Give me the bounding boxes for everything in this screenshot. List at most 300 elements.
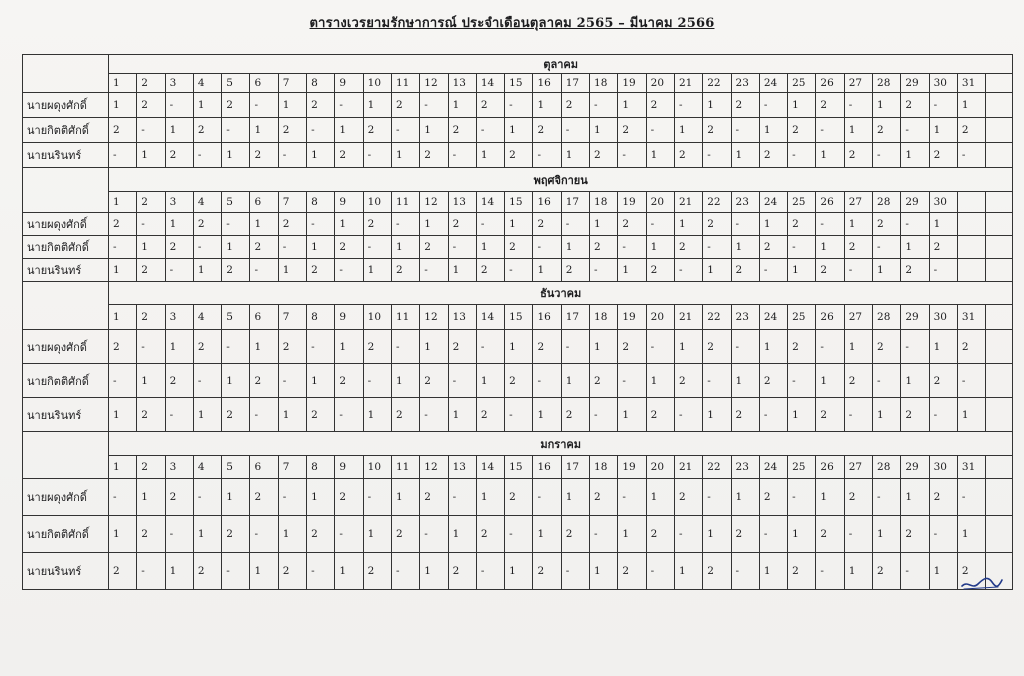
shift-cell: - xyxy=(391,330,419,364)
shift-cell: 1 xyxy=(420,118,448,143)
schedule-row xyxy=(23,143,1013,168)
day-number: 14 xyxy=(476,456,504,479)
duty-schedule-table xyxy=(22,54,1013,590)
day-number: 21 xyxy=(674,74,702,93)
shift-cell: 2 xyxy=(278,118,306,143)
shift-cell: 1 xyxy=(674,213,702,236)
shift-cell: - xyxy=(250,516,278,553)
shift-cell: 2 xyxy=(307,93,335,118)
shift-cell: - xyxy=(646,330,674,364)
day-number: 26 xyxy=(816,305,844,330)
shift-cell: - xyxy=(844,398,872,432)
shift-cell: 1 xyxy=(476,364,504,398)
shift-cell: 2 xyxy=(731,93,759,118)
shift-cell: 2 xyxy=(873,553,901,590)
day-number: 16 xyxy=(533,74,561,93)
shift-cell: - xyxy=(788,479,816,516)
day-number: 18 xyxy=(590,74,618,93)
shift-cell: - xyxy=(901,330,929,364)
shift-cell: 1 xyxy=(250,213,278,236)
day-number: 4 xyxy=(193,192,221,213)
shift-cell: 1 xyxy=(590,118,618,143)
day-number: 30 xyxy=(929,192,957,213)
day-number: 29 xyxy=(901,192,929,213)
person-name: นายกิตติศักดิ์ xyxy=(23,118,109,143)
shift-cell: - xyxy=(901,213,929,236)
day-number: 5 xyxy=(222,305,250,330)
shift-cell: 2 xyxy=(957,118,985,143)
person-name: นายกิตติศักดิ์ xyxy=(23,236,109,259)
day-number: 27 xyxy=(844,305,872,330)
trailing-blank-cell xyxy=(986,456,1013,479)
trailing-blank-cell xyxy=(986,213,1013,236)
shift-cell: 2 xyxy=(844,364,872,398)
day-number: 3 xyxy=(165,305,193,330)
shift-cell: - xyxy=(788,236,816,259)
shift-cell: 2 xyxy=(420,364,448,398)
shift-cell: 2 xyxy=(590,479,618,516)
shift-cell: 1 xyxy=(109,93,137,118)
shift-cell: - xyxy=(363,143,391,168)
shift-cell: 2 xyxy=(646,516,674,553)
name-header-blank xyxy=(23,432,109,479)
shift-cell: - xyxy=(391,118,419,143)
shift-cell: 2 xyxy=(193,553,221,590)
shift-cell: 2 xyxy=(165,236,193,259)
shift-cell: - xyxy=(646,118,674,143)
shift-cell: 1 xyxy=(193,398,221,432)
shift-cell: - xyxy=(731,330,759,364)
shift-cell: 1 xyxy=(476,236,504,259)
schedule-row xyxy=(23,93,1013,118)
shift-cell: 2 xyxy=(788,553,816,590)
day-number: 14 xyxy=(476,305,504,330)
shift-cell: 2 xyxy=(561,516,589,553)
trailing-blank-cell xyxy=(986,516,1013,553)
shift-cell: - xyxy=(929,516,957,553)
schedule-row xyxy=(23,516,1013,553)
shift-cell: - xyxy=(929,259,957,282)
day-number: 28 xyxy=(873,74,901,93)
shift-cell: 2 xyxy=(391,93,419,118)
shift-cell: 1 xyxy=(533,259,561,282)
shift-cell: 2 xyxy=(222,259,250,282)
day-number-row xyxy=(23,192,1013,213)
shift-cell: 2 xyxy=(759,479,787,516)
day-number: 30 xyxy=(929,456,957,479)
schedule-row xyxy=(23,330,1013,364)
shift-cell: 1 xyxy=(476,479,504,516)
handwritten-signature xyxy=(958,568,1006,594)
shift-cell: 1 xyxy=(844,553,872,590)
shift-cell: - xyxy=(335,93,363,118)
shift-cell: 2 xyxy=(929,236,957,259)
shift-cell: - xyxy=(193,479,221,516)
shift-cell: - xyxy=(109,364,137,398)
shift-cell: 1 xyxy=(590,330,618,364)
shift-cell: 1 xyxy=(278,93,306,118)
shift-cell: 2 xyxy=(929,364,957,398)
day-number: 16 xyxy=(533,192,561,213)
shift-cell: 1 xyxy=(901,236,929,259)
day-number: 16 xyxy=(533,305,561,330)
shift-cell: 2 xyxy=(901,259,929,282)
day-number: 14 xyxy=(476,74,504,93)
shift-cell: 1 xyxy=(222,479,250,516)
shift-cell: 2 xyxy=(646,398,674,432)
name-header-blank xyxy=(23,282,109,330)
shift-cell: - xyxy=(873,236,901,259)
day-number: 29 xyxy=(901,456,929,479)
shift-cell: - xyxy=(109,143,137,168)
shift-cell xyxy=(957,213,985,236)
shift-cell: - xyxy=(335,516,363,553)
month-name: มกราคม xyxy=(109,432,1013,456)
shift-cell: 2 xyxy=(250,236,278,259)
shift-cell: 1 xyxy=(674,330,702,364)
day-number: 10 xyxy=(363,192,391,213)
shift-cell: 2 xyxy=(278,553,306,590)
shift-cell: 2 xyxy=(618,118,646,143)
person-name: นายผดุงศักดิ์ xyxy=(23,330,109,364)
shift-cell: - xyxy=(476,553,504,590)
shift-cell: 1 xyxy=(165,118,193,143)
shift-cell: - xyxy=(618,479,646,516)
day-number: 9 xyxy=(335,305,363,330)
shift-cell: 1 xyxy=(844,213,872,236)
shift-cell: 2 xyxy=(590,143,618,168)
shift-cell: - xyxy=(278,236,306,259)
shift-cell: 1 xyxy=(278,516,306,553)
shift-cell: 2 xyxy=(109,330,137,364)
shift-cell: 2 xyxy=(703,553,731,590)
day-number: 29 xyxy=(901,305,929,330)
shift-cell: 2 xyxy=(533,213,561,236)
month-name: พฤศจิกายน xyxy=(109,168,1013,192)
day-number: 24 xyxy=(759,192,787,213)
shift-cell: 2 xyxy=(816,93,844,118)
schedule-row xyxy=(23,236,1013,259)
trailing-blank-cell xyxy=(986,479,1013,516)
document-title: ตารางเวรยามรักษาการณ์ ประจำเดือนตุลาคม 2565 – มีนาคม 2566 xyxy=(309,16,715,31)
shift-cell: - xyxy=(901,118,929,143)
shift-cell: - xyxy=(363,236,391,259)
shift-cell: 1 xyxy=(901,143,929,168)
shift-cell: - xyxy=(448,479,476,516)
day-number: 28 xyxy=(873,305,901,330)
shift-cell: 1 xyxy=(193,259,221,282)
shift-cell: 2 xyxy=(250,143,278,168)
day-number: 8 xyxy=(307,456,335,479)
person-name: นายนรินทร์ xyxy=(23,553,109,590)
shift-cell: 1 xyxy=(278,398,306,432)
shift-cell: - xyxy=(957,364,985,398)
schedule-row xyxy=(23,259,1013,282)
day-number: 1 xyxy=(109,456,137,479)
day-number: 21 xyxy=(674,305,702,330)
shift-cell: 1 xyxy=(759,213,787,236)
shift-cell: 1 xyxy=(901,364,929,398)
shift-cell: - xyxy=(618,236,646,259)
day-number: 10 xyxy=(363,74,391,93)
shift-cell: - xyxy=(759,398,787,432)
shift-cell: 1 xyxy=(137,479,165,516)
shift-cell: - xyxy=(759,259,787,282)
shift-cell: 1 xyxy=(590,553,618,590)
day-number: 23 xyxy=(731,305,759,330)
shift-cell: - xyxy=(165,398,193,432)
day-number: 25 xyxy=(788,456,816,479)
shift-cell: 2 xyxy=(448,118,476,143)
shift-cell: 1 xyxy=(646,236,674,259)
day-number: 5 xyxy=(222,192,250,213)
day-number: 8 xyxy=(307,74,335,93)
shift-cell: - xyxy=(505,516,533,553)
day-number: 20 xyxy=(646,305,674,330)
shift-cell: - xyxy=(873,143,901,168)
shift-cell: - xyxy=(222,330,250,364)
shift-cell: 2 xyxy=(278,330,306,364)
day-number: 15 xyxy=(505,192,533,213)
shift-cell: - xyxy=(929,398,957,432)
trailing-blank-cell xyxy=(986,192,1013,213)
shift-cell: 1 xyxy=(533,516,561,553)
day-number: 3 xyxy=(165,456,193,479)
shift-cell: 2 xyxy=(307,259,335,282)
shift-cell: 2 xyxy=(590,236,618,259)
shift-cell: 2 xyxy=(363,330,391,364)
trailing-blank-cell xyxy=(986,305,1013,330)
day-number: 8 xyxy=(307,305,335,330)
shift-cell: - xyxy=(816,213,844,236)
shift-cell: - xyxy=(957,479,985,516)
trailing-blank-cell xyxy=(986,93,1013,118)
day-number-row xyxy=(23,74,1013,93)
day-number: 15 xyxy=(505,74,533,93)
shift-cell: - xyxy=(420,516,448,553)
shift-cell: 2 xyxy=(505,143,533,168)
shift-cell: - xyxy=(533,143,561,168)
shift-cell: 2 xyxy=(109,118,137,143)
day-number: 26 xyxy=(816,192,844,213)
day-number: 7 xyxy=(278,456,306,479)
shift-cell: 2 xyxy=(561,93,589,118)
shift-cell: 2 xyxy=(137,93,165,118)
shift-cell: 1 xyxy=(957,516,985,553)
shift-cell: 1 xyxy=(307,479,335,516)
day-number: 9 xyxy=(335,192,363,213)
day-number: 15 xyxy=(505,456,533,479)
day-number: 26 xyxy=(816,456,844,479)
shift-cell: 1 xyxy=(420,553,448,590)
shift-cell: - xyxy=(674,259,702,282)
day-number: 17 xyxy=(561,192,589,213)
shift-cell: 1 xyxy=(165,213,193,236)
shift-cell: 2 xyxy=(391,259,419,282)
shift-cell: 1 xyxy=(759,553,787,590)
shift-cell: - xyxy=(533,236,561,259)
shift-cell: - xyxy=(816,553,844,590)
day-number: 31 xyxy=(957,74,985,93)
day-number: 7 xyxy=(278,74,306,93)
day-number: 18 xyxy=(590,456,618,479)
schedule-row xyxy=(23,553,1013,590)
day-number: 15 xyxy=(505,305,533,330)
shift-cell: - xyxy=(844,516,872,553)
shift-cell: 1 xyxy=(193,516,221,553)
shift-cell: - xyxy=(193,236,221,259)
shift-cell: 2 xyxy=(420,143,448,168)
day-number: 10 xyxy=(363,456,391,479)
shift-cell: 1 xyxy=(674,553,702,590)
shift-cell: 1 xyxy=(561,479,589,516)
shift-cell: 1 xyxy=(222,236,250,259)
shift-cell: 2 xyxy=(901,516,929,553)
day-number: 31 xyxy=(957,456,985,479)
day-number: 23 xyxy=(731,192,759,213)
name-header-blank xyxy=(23,168,109,213)
shift-cell: 1 xyxy=(250,330,278,364)
shift-cell: 2 xyxy=(278,213,306,236)
shift-cell: 1 xyxy=(448,259,476,282)
day-number: 25 xyxy=(788,192,816,213)
person-name: นายนรินทร์ xyxy=(23,398,109,432)
shift-cell: 1 xyxy=(873,93,901,118)
shift-cell: - xyxy=(165,259,193,282)
shift-cell: 1 xyxy=(759,330,787,364)
shift-cell: - xyxy=(590,259,618,282)
person-name: นายกิตติศักดิ์ xyxy=(23,516,109,553)
shift-cell: - xyxy=(505,398,533,432)
shift-cell: - xyxy=(731,553,759,590)
day-number: 17 xyxy=(561,305,589,330)
shift-cell: 1 xyxy=(788,259,816,282)
shift-cell: 2 xyxy=(391,398,419,432)
shift-cell: 2 xyxy=(448,330,476,364)
shift-cell: - xyxy=(533,364,561,398)
shift-cell: - xyxy=(420,259,448,282)
shift-cell: - xyxy=(307,213,335,236)
day-number: 1 xyxy=(109,74,137,93)
day-number: 31 xyxy=(957,305,985,330)
shift-cell: 2 xyxy=(193,118,221,143)
shift-cell: - xyxy=(193,364,221,398)
shift-cell: 2 xyxy=(420,236,448,259)
shift-cell: - xyxy=(250,259,278,282)
shift-cell: 2 xyxy=(731,398,759,432)
shift-cell: - xyxy=(335,398,363,432)
shift-cell: 1 xyxy=(505,118,533,143)
schedule-row xyxy=(23,398,1013,432)
shift-cell: 2 xyxy=(873,213,901,236)
day-number: 2 xyxy=(137,74,165,93)
shift-cell: 2 xyxy=(873,330,901,364)
day-number: 12 xyxy=(420,192,448,213)
month-name: ธันวาคม xyxy=(109,282,1013,305)
shift-cell: - xyxy=(873,364,901,398)
shift-cell: 2 xyxy=(929,479,957,516)
day-number: 28 xyxy=(873,456,901,479)
shift-cell: 1 xyxy=(335,330,363,364)
shift-cell: 1 xyxy=(788,93,816,118)
day-number: 4 xyxy=(193,305,221,330)
day-number: 27 xyxy=(844,192,872,213)
shift-cell: 2 xyxy=(901,398,929,432)
person-name: นายผดุงศักดิ์ xyxy=(23,93,109,118)
day-number: 24 xyxy=(759,74,787,93)
shift-cell: 1 xyxy=(109,398,137,432)
shift-cell: 2 xyxy=(363,213,391,236)
day-number: 6 xyxy=(250,456,278,479)
day-number: 5 xyxy=(222,456,250,479)
person-name: นายผดุงศักดิ์ xyxy=(23,479,109,516)
shift-cell: - xyxy=(618,143,646,168)
day-number: 22 xyxy=(703,456,731,479)
day-number: 27 xyxy=(844,74,872,93)
trailing-blank-cell xyxy=(986,259,1013,282)
shift-cell: 2 xyxy=(505,364,533,398)
shift-cell: 1 xyxy=(363,516,391,553)
shift-cell: - xyxy=(646,553,674,590)
shift-cell: - xyxy=(250,93,278,118)
shift-cell: 1 xyxy=(448,398,476,432)
shift-cell: 1 xyxy=(703,259,731,282)
shift-cell: 1 xyxy=(646,364,674,398)
shift-cell: 2 xyxy=(335,143,363,168)
schedule-row xyxy=(23,118,1013,143)
day-number: 4 xyxy=(193,74,221,93)
shift-cell: - xyxy=(335,259,363,282)
shift-cell: 1 xyxy=(335,213,363,236)
shift-cell: 1 xyxy=(505,330,533,364)
day-number: 11 xyxy=(391,74,419,93)
shift-cell: - xyxy=(222,118,250,143)
shift-cell: - xyxy=(420,93,448,118)
day-number-row xyxy=(23,305,1013,330)
shift-cell: 2 xyxy=(307,398,335,432)
shift-cell: - xyxy=(674,93,702,118)
day-number: 3 xyxy=(165,192,193,213)
shift-cell: 2 xyxy=(646,93,674,118)
day-number: 1 xyxy=(109,305,137,330)
day-number: 6 xyxy=(250,305,278,330)
day-number: 24 xyxy=(759,456,787,479)
shift-cell: 1 xyxy=(391,143,419,168)
day-number: 17 xyxy=(561,74,589,93)
shift-cell: - xyxy=(109,479,137,516)
shift-cell: - xyxy=(590,93,618,118)
shift-cell: 2 xyxy=(363,553,391,590)
day-number: 12 xyxy=(420,74,448,93)
shift-cell: 1 xyxy=(533,93,561,118)
trailing-blank-cell xyxy=(986,143,1013,168)
shift-cell: 2 xyxy=(391,516,419,553)
day-number: 30 xyxy=(929,305,957,330)
day-number: 12 xyxy=(420,456,448,479)
month-header-row xyxy=(23,432,1013,456)
shift-cell: 1 xyxy=(193,93,221,118)
shift-cell: - xyxy=(674,516,702,553)
shift-cell: 2 xyxy=(193,213,221,236)
shift-cell: 2 xyxy=(363,118,391,143)
shift-cell: 1 xyxy=(788,398,816,432)
shift-cell: - xyxy=(193,143,221,168)
shift-cell: 1 xyxy=(448,93,476,118)
shift-cell: 2 xyxy=(533,118,561,143)
day-number: 19 xyxy=(618,74,646,93)
shift-cell: 1 xyxy=(137,143,165,168)
shift-cell: 1 xyxy=(618,398,646,432)
